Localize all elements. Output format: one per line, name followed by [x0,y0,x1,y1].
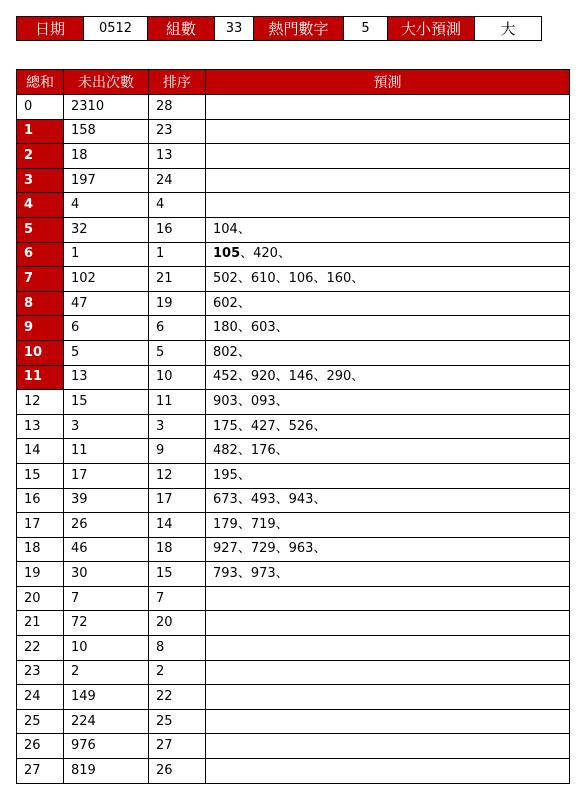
prediction-cell [206,390,570,415]
rank-cell: 19 [149,291,206,316]
table-row [17,217,570,242]
prediction-cell [206,242,570,267]
table-row [17,463,570,488]
prediction-cell [206,144,570,169]
sum-cell: 21 [17,611,64,636]
prediction-cell [206,759,570,784]
sum-cell: 12 [17,390,64,415]
prediction-text: 602、 [213,295,251,311]
rank-cell: 18 [149,537,206,562]
prediction-cell [206,119,570,144]
sum-cell: 15 [17,463,64,488]
missing-count-cell: 6 [64,316,149,341]
hot-number-value: 5 [344,17,388,41]
rank-cell: 16 [149,217,206,242]
table-row [17,168,570,193]
prediction-cell [206,168,570,193]
rank-cell: 14 [149,513,206,538]
sum-cell: 19 [17,562,64,587]
rank-cell: 8 [149,636,206,661]
missing-count-cell: 7 [64,586,149,611]
prediction-table [16,69,570,784]
rank-cell: 22 [149,685,206,710]
table-row [17,119,570,144]
prediction-text: 903、093、 [213,393,289,409]
sum-cell: 16 [17,488,64,513]
rank-cell: 10 [149,365,206,390]
table-row [17,242,570,267]
rank-cell: 2 [149,660,206,685]
missing-count-cell: 17 [64,463,149,488]
col-header-missing: 未出次數 [64,70,149,95]
hot-number-label: 熱門數字 [254,17,344,41]
missing-count-cell: 13 [64,365,149,390]
size-prediction-label: 大小預測 [388,17,475,41]
prediction-cell [206,660,570,685]
rank-cell: 4 [149,193,206,218]
prediction-cell [206,734,570,759]
missing-count-cell: 2310 [64,95,149,120]
table-row [17,291,570,316]
prediction-cell [206,414,570,439]
prediction-cell [206,586,570,611]
sum-cell: 6 [17,242,64,267]
sum-cell: 18 [17,537,64,562]
prediction-text: 195、 [213,467,251,483]
sum-cell: 2 [17,144,64,169]
table-row [17,759,570,784]
rank-cell: 9 [149,439,206,464]
prediction-text: 180、603、 [213,320,289,336]
prediction-cell [206,685,570,710]
table-row [17,439,570,464]
sum-cell: 0 [17,95,64,120]
groups-label: 組數 [148,17,215,41]
missing-count-cell: 46 [64,537,149,562]
sum-cell: 27 [17,759,64,784]
table-row [17,709,570,734]
missing-count-cell: 11 [64,439,149,464]
missing-count-cell: 3 [64,414,149,439]
rank-cell: 17 [149,488,206,513]
table-row [17,365,570,390]
missing-count-cell: 26 [64,513,149,538]
table-row [17,734,570,759]
prediction-text: 502、610、106、160、 [213,270,365,286]
rank-cell: 28 [149,95,206,120]
prediction-text: 802、 [213,344,251,360]
table-row [17,586,570,611]
sum-cell: 1 [17,119,64,144]
sum-cell: 8 [17,291,64,316]
missing-count-cell: 72 [64,611,149,636]
table-row [17,390,570,415]
prediction-cell [206,439,570,464]
table-row [17,685,570,710]
sum-cell: 17 [17,513,64,538]
sum-cell: 20 [17,586,64,611]
sum-cell: 14 [17,439,64,464]
rank-cell: 12 [149,463,206,488]
prediction-text: 175、427、526、 [213,418,327,434]
table-row [17,414,570,439]
sum-cell: 10 [17,340,64,365]
sum-cell: 7 [17,267,64,292]
missing-count-cell: 224 [64,709,149,734]
col-header-rank: 排序 [149,70,206,95]
sum-cell: 3 [17,168,64,193]
prediction-cell [206,193,570,218]
rank-cell: 20 [149,611,206,636]
table-row [17,316,570,341]
prediction-cell [206,217,570,242]
prediction-cell [206,95,570,120]
missing-count-cell: 15 [64,390,149,415]
table-row [17,340,570,365]
summary-header [16,16,542,41]
col-header-prediction: 預測 [206,70,570,95]
sum-cell: 11 [17,365,64,390]
rank-cell: 25 [149,709,206,734]
rank-cell: 23 [149,119,206,144]
sum-cell: 25 [17,709,64,734]
table-row [17,267,570,292]
missing-count-cell: 39 [64,488,149,513]
table-row [17,660,570,685]
rank-cell: 6 [149,316,206,341]
prediction-cell [206,513,570,538]
rank-cell: 26 [149,759,206,784]
missing-count-cell: 149 [64,685,149,710]
prediction-cell [206,340,570,365]
prediction-cell [206,463,570,488]
prediction-text: 452、920、146、290、 [213,369,365,385]
prediction-text: 104、 [213,221,251,237]
rank-cell: 13 [149,144,206,169]
sum-cell: 4 [17,193,64,218]
size-prediction-value: 大 [475,17,542,41]
date-value: 0512 [84,17,148,41]
prediction-cell [206,316,570,341]
prediction-cell [206,488,570,513]
groups-value: 33 [215,17,254,41]
rank-cell: 7 [149,586,206,611]
table-row [17,488,570,513]
sum-cell: 23 [17,660,64,685]
table-row [17,636,570,661]
prediction-bold-number: 105 [213,246,241,262]
rank-cell: 21 [149,267,206,292]
sum-cell: 26 [17,734,64,759]
missing-count-cell: 18 [64,144,149,169]
rank-cell: 24 [149,168,206,193]
sum-cell: 22 [17,636,64,661]
table-row [17,95,570,120]
missing-count-cell: 976 [64,734,149,759]
prediction-text: 927、729、963、 [213,541,327,557]
col-header-sum: 總和 [17,70,64,95]
missing-count-cell: 2 [64,660,149,685]
prediction-text: 、420、 [240,246,291,262]
missing-count-cell: 1 [64,242,149,267]
prediction-cell [206,709,570,734]
missing-count-cell: 47 [64,291,149,316]
prediction-text: 793、973、 [213,566,289,582]
rank-cell: 11 [149,390,206,415]
missing-count-cell: 158 [64,119,149,144]
sum-cell: 13 [17,414,64,439]
date-label: 日期 [17,17,84,41]
prediction-text: 179、719、 [213,516,289,532]
sum-cell: 24 [17,685,64,710]
prediction-cell [206,636,570,661]
prediction-text: 673、493、943、 [213,492,327,508]
sum-cell: 9 [17,316,64,341]
table-row [17,611,570,636]
rank-cell: 27 [149,734,206,759]
prediction-cell [206,365,570,390]
missing-count-cell: 819 [64,759,149,784]
rank-cell: 1 [149,242,206,267]
prediction-cell [206,291,570,316]
prediction-cell [206,267,570,292]
rank-cell: 5 [149,340,206,365]
table-row [17,562,570,587]
missing-count-cell: 5 [64,340,149,365]
missing-count-cell: 10 [64,636,149,661]
missing-count-cell: 4 [64,193,149,218]
sum-cell: 5 [17,217,64,242]
prediction-cell [206,562,570,587]
table-row [17,537,570,562]
table-row [17,144,570,169]
table-row [17,513,570,538]
missing-count-cell: 30 [64,562,149,587]
prediction-cell [206,537,570,562]
prediction-cell [206,611,570,636]
rank-cell: 3 [149,414,206,439]
missing-count-cell: 197 [64,168,149,193]
missing-count-cell: 32 [64,217,149,242]
rank-cell: 15 [149,562,206,587]
missing-count-cell: 102 [64,267,149,292]
prediction-text: 482、176、 [213,443,289,459]
table-row [17,193,570,218]
table-header-row [17,70,570,95]
